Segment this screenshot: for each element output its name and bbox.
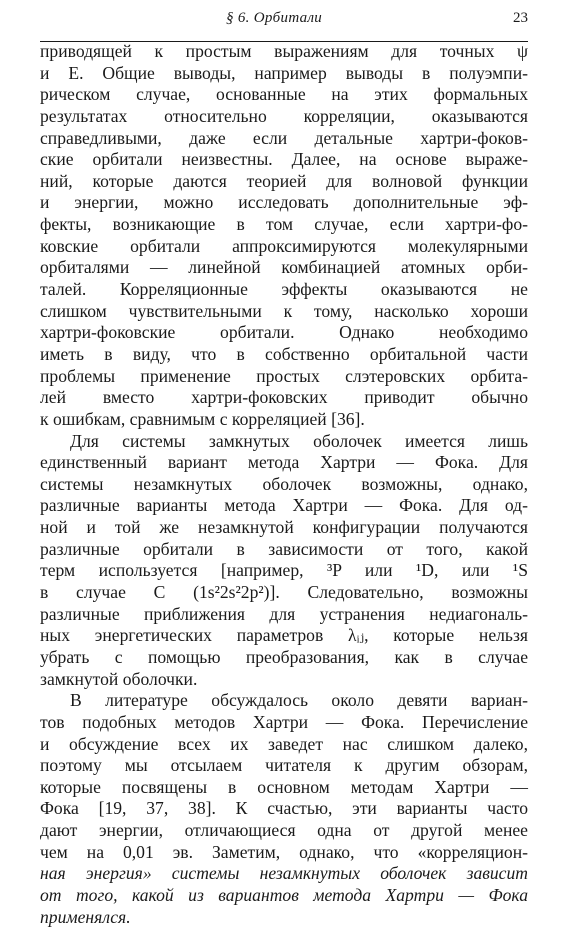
text-line: от того, какой из вариантов метода Хартри — Фока <box>40 884 528 905</box>
text-line: результатах относительно корреляции, оказываются <box>40 105 528 126</box>
book-page <box>40 0 528 927</box>
text-line: дают энергии, отличающиеся одна от другой менее <box>40 820 528 841</box>
text-line: замкнутой оболочки. <box>40 668 198 689</box>
text-line: ной и той же незамкнутой конфигурации получаются <box>40 517 528 538</box>
text-line: системы незамкнутых оболочек возможны, однако, <box>40 473 528 494</box>
text-line: различные приближения для устранения недиагональ- <box>40 603 528 624</box>
text-line: талей. Корреляционные эффекты оказываются не <box>40 279 528 300</box>
text-line: и обсуждение всех их заведет нас слишком далеко, <box>40 733 528 754</box>
text-line: различные орбитали в зависимости от того, какой <box>40 538 528 559</box>
text-line: проблемы применение простых слэтеровских орбита- <box>40 365 528 386</box>
text-line: рическом случае, основанные на этих формальных <box>40 84 528 105</box>
text-line: и энергии, можно исследовать дополнительные эф- <box>40 192 528 213</box>
text-line: единственный вариант метода Хартри — Фока. Для <box>40 452 528 473</box>
page-number: 23 <box>513 10 528 26</box>
text-line: ковские орбитали аппроксимируются молекулярными <box>40 235 528 256</box>
text-line: Для системы замкнутых оболочек имеется лишь <box>70 430 528 451</box>
text-line: орбиталями — линейной комбинацией атомных орби- <box>40 257 528 278</box>
text-line: фекты, возникающие в том случае, если хартри-фо- <box>40 214 528 235</box>
body-text <box>40 41 528 928</box>
text-line: Фока [19, 37, 38]. К счастью, эти варианты часто <box>40 798 528 819</box>
text-line: ных энергетических параметров λᵢⱼ, которые нельзя <box>40 625 528 646</box>
text-line: применялся. <box>40 906 131 927</box>
paragraph-3 <box>40 690 528 928</box>
text-line: которые посвящены в основном методам Хартри — <box>40 776 528 797</box>
text-line: ний, которые даются теорией для волновой функции <box>40 170 528 191</box>
text-line: различные варианты метода Хартри — Фока. Для од- <box>40 495 528 516</box>
section-title: § 6. Орбитали <box>226 10 323 26</box>
text-line: справедливыми, даже если детальные хартри-фоков- <box>40 127 528 148</box>
text-line: чем на 0,01 эв. Заметим, однако, что «корреляцион- <box>40 841 528 862</box>
text-line: слишком чувствительными к тому, насколько хороши <box>40 300 528 321</box>
text-line: ная энергия» системы незамкнутых оболочек зависит <box>40 863 528 884</box>
text-line: в случае C (1s²2s²2p²)]. Следовательно, возможны <box>40 582 528 603</box>
text-line: хартри-фоковские орбитали. Однако необходимо <box>40 322 528 343</box>
text-line: ские орбитали неизвестны. Далее, на основе выраже- <box>40 149 528 170</box>
text-line: к ошибкам, сравнимым с корреляцией [36]. <box>40 408 365 429</box>
text-line: поэтому мы отсылаем читателя к другим обзорам, <box>40 755 528 776</box>
paragraph-1 <box>40 41 528 431</box>
text-line: и E. Общие выводы, например выводы в полуэмпи- <box>40 62 528 83</box>
text-line: тов подобных методов Хартри — Фока. Перечисление <box>40 711 528 732</box>
text-line: иметь в виду, что в собственно орбитальной части <box>40 343 528 364</box>
text-line: убрать с помощью преобразования, как в случае <box>40 646 528 667</box>
running-header <box>40 10 528 34</box>
text-line: лей вместо хартри-фоковских приводит обычно <box>40 387 528 408</box>
paragraph-2 <box>40 431 528 691</box>
text-line: В литературе обсуждалось около девяти вариан- <box>70 690 528 711</box>
text-line: приводящей к простым выражениям для точных ψ <box>40 41 528 61</box>
text-line: терм используется [например, ³P или ¹D, или ¹S <box>40 560 528 581</box>
